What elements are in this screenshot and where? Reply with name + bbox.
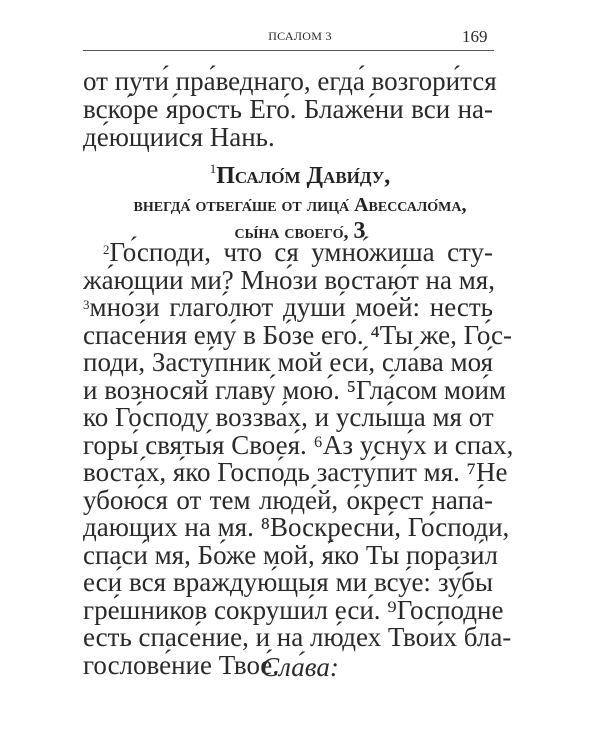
text-line [83, 293, 493, 321]
line-text: дающих на мя. ⁸Воскресни́, Го́споди, [83, 512, 510, 542]
line-text: и возносяй главу́ мою́. ⁵Гла́сом мои́м [83, 374, 507, 405]
text-line [83, 486, 493, 514]
text-line [83, 622, 512, 652]
line-text: мно́зи глаго́лют души́ мое́й: несть [89, 292, 493, 322]
closing-glory: Сла́ва: [261, 652, 339, 682]
text-line [83, 429, 514, 460]
psalm-title-line-2: внегда́ отбега́ше от лица́ Авессало́ма, [133, 194, 467, 216]
psalm-title-text: Псало́м Дави́ду, [216, 163, 391, 189]
text-line: де́ющиися Нань. [83, 122, 275, 152]
line-text: спасе́ния ему́ в Бо́зе его́. ⁴Ты же, Го́с- [83, 319, 513, 350]
line-text: спаси́ мя, Бо́же мой, я́ко Ты порази́л [83, 539, 498, 570]
text-line [83, 319, 513, 350]
psalm-title-line-1 [0, 163, 600, 190]
line-text: убою́ся от тем люде́й, о́крест напа́- [83, 484, 493, 515]
text-line [83, 266, 493, 294]
line-text: еси́ вся враждую́щыя ми всу́е: зу́бы [83, 567, 493, 597]
text-line [83, 539, 498, 570]
line-text: жа́ющии ми? Мно́зи востаю́т на мя, [83, 264, 495, 295]
verse-number: 2 [103, 242, 110, 257]
text-line [83, 512, 510, 542]
verse-number: 3 [83, 297, 90, 312]
line-text: ко Го́споду воззва́х, и услы́ша мя от [83, 402, 494, 432]
text-line: вско́ре я́рость Его́. Блаже́ни вси на- [83, 94, 493, 124]
line-text: гослове́ние Твое́. [83, 649, 280, 680]
header-rule [83, 50, 494, 51]
text-line [83, 403, 493, 431]
line-text: Го́споди, что ся умно́жиша сту- [109, 237, 493, 267]
line-text: горы́ святы́я Своея́. ⁶Аз усну́х и спах, [83, 429, 514, 460]
text-line [103, 238, 493, 266]
line-text: воста́х, я́ко Госпо́дь засту́пит мя. ⁷Не [83, 457, 508, 487]
text-line [83, 594, 504, 625]
text-line [83, 568, 493, 596]
psalm-number: 3 [353, 218, 366, 244]
text-line [83, 374, 507, 405]
line-text: гре́шников сокруши́л еси́. ⁹Госпо́дне [83, 594, 504, 625]
running-title: ПСАЛОМ 3 [268, 29, 332, 43]
text-line [83, 457, 508, 487]
psalm-title-text: сы́на своего́, [234, 221, 349, 243]
text-line [83, 348, 493, 376]
line-text: поди, Засту́пник мой еси́, сла́ва моя́ [83, 347, 493, 377]
verse-number: 1 [209, 161, 217, 176]
page-number: 169 [462, 27, 488, 46]
line-text: есть спасе́ние, и на лю́дех Твои́х бла- [83, 622, 512, 652]
text-line: от пути́ пра́веднаго, егда́ возгори́тся [83, 66, 497, 96]
